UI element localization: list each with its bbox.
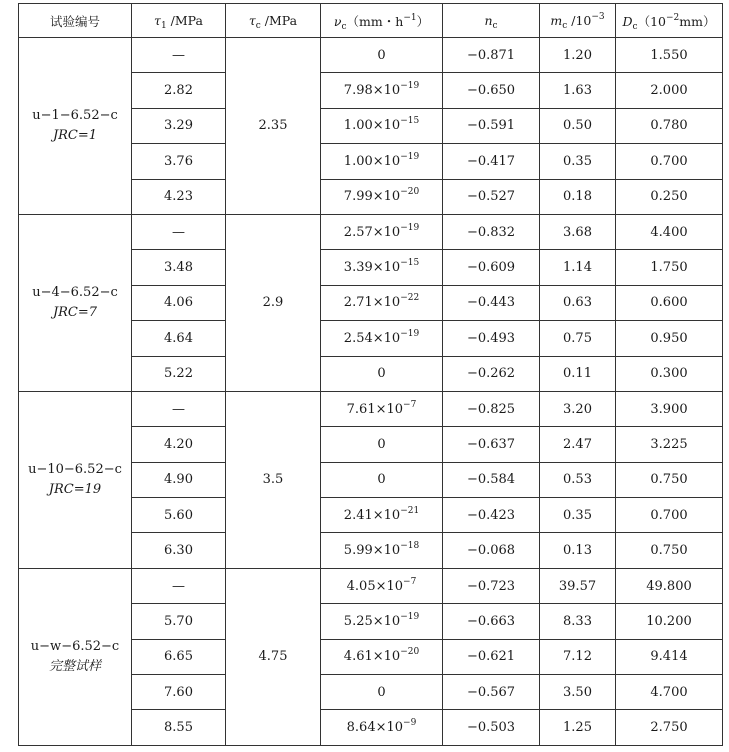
dc-cell: 0.250: [616, 179, 723, 214]
header-tau1: $\tau_1$ /MPa: [132, 4, 226, 38]
dc-cell: 0.700: [616, 498, 723, 533]
test-id: u−4−6.52−c: [32, 285, 118, 301]
mc-cell: 1.14: [540, 250, 616, 285]
header-dc: $D_c(10^{-2}mm)$: [616, 4, 723, 38]
velocity-cell: $4.05\times 10^{-7}$: [321, 568, 443, 603]
header-mc: $m_c$ $/10^{-3}$: [540, 4, 616, 38]
header-velocity: $\nu_c(mm$・$h^{-1}$）: [321, 4, 443, 38]
mc-cell: 0.13: [540, 533, 616, 568]
nc-cell: −0.609: [443, 250, 540, 285]
mc-cell: 1.63: [540, 73, 616, 108]
velocity-cell: $2.71\times 10^{-22}$: [321, 285, 443, 320]
mc-cell: 8.33: [540, 604, 616, 639]
creep-parameter-table: [18, 3, 723, 746]
nc-cell: −0.723: [443, 568, 540, 603]
nc-cell: −0.443: [443, 285, 540, 320]
dc-cell: 0.950: [616, 321, 723, 356]
velocity-cell: 0: [321, 427, 443, 462]
nc-cell: −0.584: [443, 462, 540, 497]
dc-cell: 1.750: [616, 250, 723, 285]
velocity-cell: $4.61\times 10^{-20}$: [321, 639, 443, 674]
velocity-cell: 0: [321, 356, 443, 391]
mc-cell: 2.47: [540, 427, 616, 462]
tau1-cell: 5.22: [132, 356, 226, 391]
test-id: u−w−6.52−c: [30, 639, 120, 655]
mc-cell: 0.35: [540, 144, 616, 179]
velocity-cell: 0: [321, 462, 443, 497]
tau1-cell: 3.76: [132, 144, 226, 179]
dc-cell: 0.600: [616, 285, 723, 320]
dc-cell: 0.300: [616, 356, 723, 391]
tau1-cell: 2.82: [132, 73, 226, 108]
nc-cell: −0.825: [443, 391, 540, 426]
dc-cell: 0.700: [616, 144, 723, 179]
tauc-cell: 4.75: [226, 568, 321, 745]
mc-cell: 39.57: [540, 568, 616, 603]
velocity-cell: $7.61\times 10^{-7}$: [321, 391, 443, 426]
tau1-cell: 5.70: [132, 604, 226, 639]
mc-cell: 0.18: [540, 179, 616, 214]
tau1-cell: 3.48: [132, 250, 226, 285]
nc-cell: −0.417: [443, 144, 540, 179]
tau1-cell: —: [132, 214, 226, 249]
tau1-cell: 7.60: [132, 675, 226, 710]
dc-cell: 3.900: [616, 391, 723, 426]
mc-cell: 1.25: [540, 710, 616, 745]
nc-cell: −0.871: [443, 38, 540, 73]
mc-cell: 0.35: [540, 498, 616, 533]
velocity-cell: $5.25\times 10^{-19}$: [321, 604, 443, 639]
nc-cell: −0.591: [443, 108, 540, 143]
tau1-cell: 4.20: [132, 427, 226, 462]
dc-cell: 1.550: [616, 38, 723, 73]
mc-cell: 0.53: [540, 462, 616, 497]
nc-cell: −0.493: [443, 321, 540, 356]
mc-cell: 0.11: [540, 356, 616, 391]
table-row: [19, 214, 723, 249]
tau1-cell: 8.55: [132, 710, 226, 745]
header-test-id: 试验编号: [19, 4, 132, 38]
mc-cell: 1.20: [540, 38, 616, 73]
dc-cell: 0.750: [616, 533, 723, 568]
dc-cell: 4.400: [616, 214, 723, 249]
velocity-cell: $7.99\times 10^{-20}$: [321, 179, 443, 214]
mc-cell: 0.50: [540, 108, 616, 143]
table-row: [19, 38, 723, 73]
velocity-cell: $1.00\times 10^{-19}$: [321, 144, 443, 179]
nc-cell: −0.527: [443, 179, 540, 214]
header-tauc: $\tau_c$ /MPa: [226, 4, 321, 38]
table-body: [19, 38, 723, 746]
test-id-cell: [19, 568, 132, 745]
nc-cell: −0.068: [443, 533, 540, 568]
tau1-cell: —: [132, 391, 226, 426]
specimen-label: JRC=1: [52, 127, 98, 143]
tau1-cell: 3.29: [132, 108, 226, 143]
table-row: [19, 391, 723, 426]
tauc-cell: 2.35: [226, 38, 321, 215]
velocity-cell: 0: [321, 675, 443, 710]
tauc-cell: 2.9: [226, 214, 321, 391]
velocity-cell: $5.99\times 10^{-18}$: [321, 533, 443, 568]
mc-cell: 0.75: [540, 321, 616, 356]
mc-cell: 3.50: [540, 675, 616, 710]
dc-cell: 3.225: [616, 427, 723, 462]
tau1-cell: —: [132, 568, 226, 603]
tau1-cell: 6.30: [132, 533, 226, 568]
nc-cell: −0.621: [443, 639, 540, 674]
dc-cell: 0.780: [616, 108, 723, 143]
tau1-cell: 4.90: [132, 462, 226, 497]
mc-cell: 3.68: [540, 214, 616, 249]
test-id: u−10−6.52−c: [28, 462, 122, 478]
velocity-cell: $2.41\times 10^{-21}$: [321, 498, 443, 533]
tau1-cell: 4.06: [132, 285, 226, 320]
header-row: [19, 4, 723, 38]
mc-cell: 3.20: [540, 391, 616, 426]
specimen-label: JRC=7: [52, 304, 98, 320]
nc-cell: −0.262: [443, 356, 540, 391]
nc-cell: −0.650: [443, 73, 540, 108]
test-id-cell: [19, 38, 132, 215]
tau1-cell: 4.64: [132, 321, 226, 356]
mc-cell: 0.63: [540, 285, 616, 320]
test-id: u−1−6.52−c: [32, 108, 118, 124]
test-id-cell: [19, 391, 132, 568]
velocity-cell: 0: [321, 38, 443, 73]
velocity-cell: $2.54\times 10^{-19}$: [321, 321, 443, 356]
dc-cell: 10.200: [616, 604, 723, 639]
table-row: [19, 568, 723, 603]
dc-cell: 2.750: [616, 710, 723, 745]
dc-cell: 4.700: [616, 675, 723, 710]
test-id-cell: [19, 214, 132, 391]
nc-cell: −0.637: [443, 427, 540, 462]
velocity-cell: $1.00\times 10^{-15}$: [321, 108, 443, 143]
nc-cell: −0.503: [443, 710, 540, 745]
dc-cell: 9.414: [616, 639, 723, 674]
dc-cell: 0.750: [616, 462, 723, 497]
dc-cell: 49.800: [616, 568, 723, 603]
velocity-cell: $2.57\times 10^{-19}$: [321, 214, 443, 249]
header-nc: $n_c$: [443, 4, 540, 38]
tau1-cell: —: [132, 38, 226, 73]
nc-cell: −0.832: [443, 214, 540, 249]
specimen-label: JRC=19: [48, 481, 102, 497]
specimen-label: 完整试样: [48, 658, 101, 674]
nc-cell: −0.567: [443, 675, 540, 710]
velocity-cell: $8.64\times 10^{-9}$: [321, 710, 443, 745]
nc-cell: −0.423: [443, 498, 540, 533]
tau1-cell: 5.60: [132, 498, 226, 533]
nc-cell: −0.663: [443, 604, 540, 639]
dc-cell: 2.000: [616, 73, 723, 108]
tauc-cell: 3.5: [226, 391, 321, 568]
mc-cell: 7.12: [540, 639, 616, 674]
velocity-cell: $7.98\times 10^{-19}$: [321, 73, 443, 108]
velocity-cell: $3.39\times 10^{-15}$: [321, 250, 443, 285]
tau1-cell: 6.65: [132, 639, 226, 674]
tau1-cell: 4.23: [132, 179, 226, 214]
